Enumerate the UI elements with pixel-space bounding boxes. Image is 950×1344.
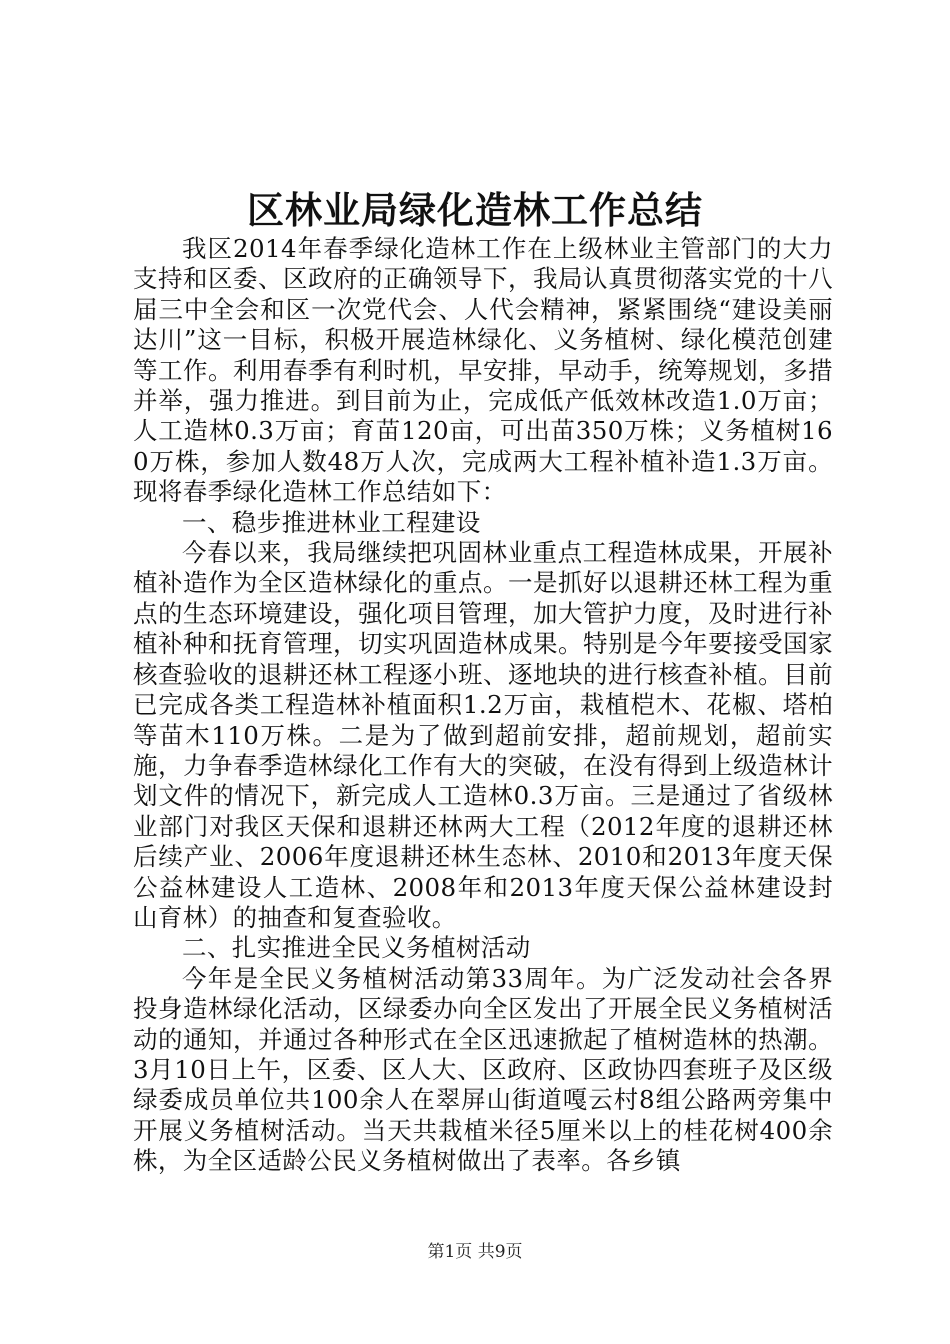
document-title: 区林业局绿化造林工作总结 — [247, 188, 703, 232]
paragraph-section-1: 今春以来，我局继续把巩固林业重点工程造林成果，开展补植补造作为全区造林绿化的重点。一是抓好以退耕还林工程为重点的生态环境建设，强化项目管理，加大管护力度，及时进行补植补种和抚育管理，切实巩固造林成果。特别是今年要接受国家核查验收的退耕还林工程逐小班、逐地块的进行核查补植。目前已完成各类工程造林补植面积1.2万亩，栽植桤木、花椒、塔柏等苗木110万株。二是为了做到超前安排，超前规划，超前实施，力争春季造林绿化工作有大的突破，在没有得到上级造林计划文件的情况下，新完成人工造林0.3万亩。三是通过了省级林业部门对我区天保和退耕还林两大工程（2012年度的退耕还林后续产业、2006年度退耕还林生态林、2010和2013年度天保公益林建设人工造林、2008年和2013年度天保公益林建设封山育林）的抽查和复查验收。 — [133, 538, 833, 932]
paragraph-intro: 我区2014年春季绿化造林工作在上级林业主管部门的大力支持和区委、区政府的正确领导下，我局认真贯彻落实党的十八届三中全会和区一次党代会、人代会精神，紧紧围绕“建设美丽达川”这一目标，积极开展造林绿化、义务植树、绿化模范创建等工作。利用春季有利时机，早安排，早动手，统筹规划，多措并举，强力推进。到目前为止，完成低产低效林改造1.0万亩；人工造林0.3万亩；育苗120亩，可出苗350万株；义务植树160万株，参加人数48万人次，完成两大工程补植补造1.3万亩。现将春季绿化造林工作总结如下： — [133, 234, 833, 507]
paragraph-section-2: 今年是全民义务植树活动第33周年。为广泛发动社会各界投身造林绿化活动，区绿委办向全区发出了开展全民义务植树活动的通知，并通过各种形式在全区迅速掀起了植树造林的热潮。3月10日上午，区委、区人大、区政府、区政协四套班子及区级绿委成员单位共100余人在翠屏山街道嘎云村8组公路两旁集中开展义务植树活动。当天共栽植米径5厘米以上的桂花树400余株，为全区适龄公民义务植树做出了表率。各乡镇 — [133, 963, 833, 1176]
document-body — [133, 234, 833, 1177]
section-heading-2: 二、扎实推进全民义务植树活动 — [182, 933, 531, 963]
section-heading-1: 一、稳步推进林业工程建设 — [182, 507, 481, 537]
page-footer: 第1页 共9页 — [427, 1242, 523, 1262]
